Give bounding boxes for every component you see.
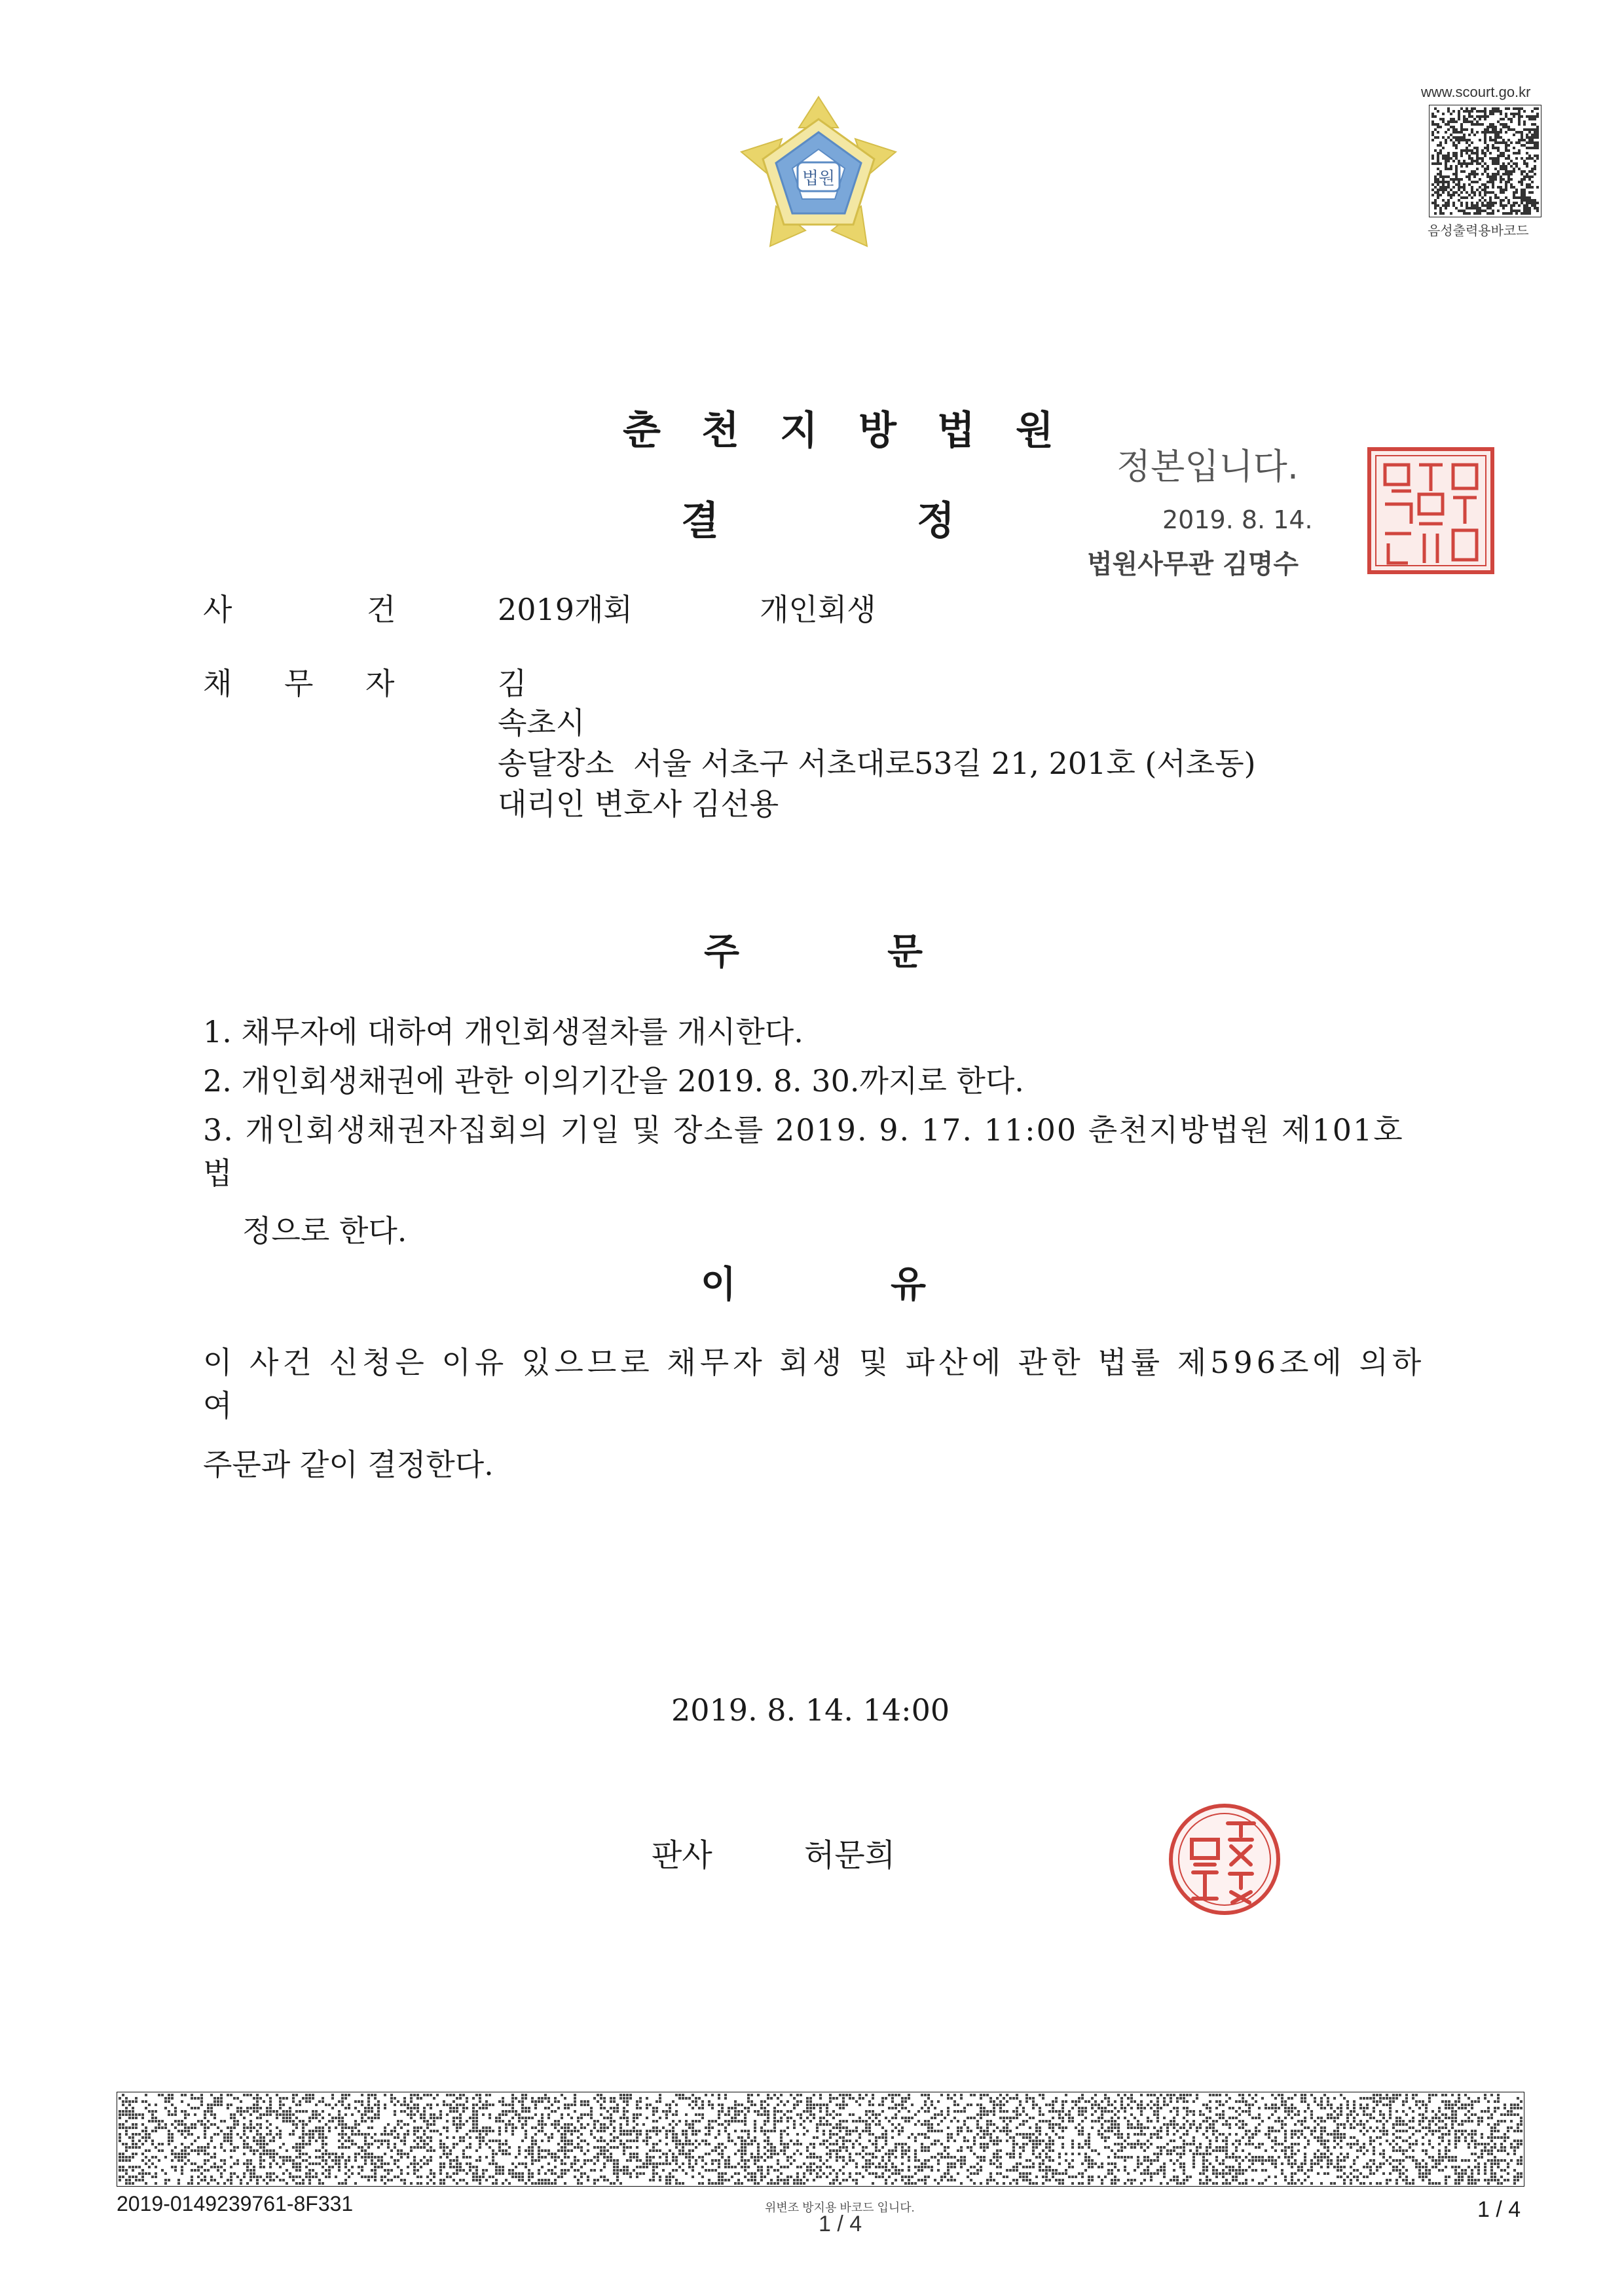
case-name: 개인회생	[760, 592, 876, 627]
service-address: 송달장소 서울 서초구 서초대로53길 21, 201호 (서초동)	[498, 746, 1256, 781]
court-name-char: 원	[1016, 408, 1054, 454]
debtor-label-char: 무	[284, 666, 314, 701]
emblem-text: 법원	[802, 169, 836, 189]
decision-date: 2019. 8. 14. 14:00	[671, 1692, 950, 1728]
court-name-char: 법	[937, 408, 975, 454]
order-item	[203, 1106, 1428, 1250]
page-number-center: 1 / 4	[819, 2212, 862, 2236]
anti-forgery-barcode	[117, 2092, 1524, 2187]
reason-heading-char: 유	[891, 1264, 927, 1306]
reason-paragraph	[203, 1339, 1428, 1484]
reason-heading-char: 이	[701, 1264, 737, 1306]
judge-name: 허문희	[804, 1837, 896, 1874]
qr-code-icon	[1429, 105, 1541, 217]
certification-date: 2019. 8. 14.	[1162, 505, 1313, 534]
document-code: 2019-0149239761-8F331	[117, 2192, 354, 2215]
case-number: 2019개회	[498, 592, 633, 627]
court-name-char: 지	[780, 408, 818, 454]
order-heading-char: 문	[887, 931, 923, 974]
doc-title-char: 정	[917, 498, 955, 544]
debtor-label-char: 채	[203, 666, 232, 701]
doc-title-char: 결	[681, 498, 719, 544]
reason-line: 주문과 같이 결정한다.	[203, 1447, 494, 1482]
reason-line: 이 사건 신청은 이유 있으므로 채무자 회생 및 파산에 관한 법률 제596조에 의하여	[203, 1345, 1426, 1423]
document-title	[681, 490, 1153, 546]
case-label	[203, 586, 530, 629]
barcode-note: 위변조 방지용 바코드 입니다.	[765, 2201, 915, 2214]
debtor-name: 김	[498, 666, 527, 701]
court-name-char: 방	[858, 408, 896, 454]
case-label-char: 건	[367, 592, 396, 627]
reason-section-heading	[701, 1256, 926, 1308]
debtor-agent: 대리인 변호사 김선용	[498, 786, 779, 822]
certified-copy-text: 정본입니다.	[1116, 446, 1299, 487]
order-item: 2. 개인회생채권에 관한 이의기간을 2019. 8. 30.까지로 한다.	[203, 1063, 1024, 1099]
court-name-char: 천	[701, 408, 739, 454]
judge-seal-stamp	[1166, 1800, 1283, 1918]
court-emblem-logo	[733, 92, 904, 262]
court-name-char: 춘	[623, 408, 661, 454]
qr-url-text: www.scourt.go.kr	[1421, 84, 1531, 100]
order-item: 1. 채무자에 대하여 개인회생절차를 개시한다.	[203, 1014, 803, 1049]
order-heading-char: 주	[704, 931, 740, 974]
judge-label: 판사	[652, 1837, 712, 1874]
page-number-right: 1 / 4	[1477, 2197, 1521, 2222]
order-section-heading	[704, 923, 923, 975]
order-item-line: 3. 개인회생채권자집회의 기일 및 장소를 2019. 9. 17. 11:00 춘천지방법원 제101호법	[203, 1112, 1404, 1191]
debtor-label	[203, 660, 447, 703]
court-name-heading	[602, 399, 1074, 456]
court-clerk-name: 법원사무관 김명수	[1087, 549, 1299, 579]
order-item-line: 정으로 한다.	[242, 1213, 407, 1248]
case-label-char: 사	[203, 592, 232, 627]
debtor-address: 속초시	[498, 705, 585, 740]
debtor-label-char: 자	[365, 666, 395, 701]
clerk-seal-stamp	[1365, 445, 1496, 576]
qr-caption: 음성출력용바코드	[1428, 224, 1529, 238]
